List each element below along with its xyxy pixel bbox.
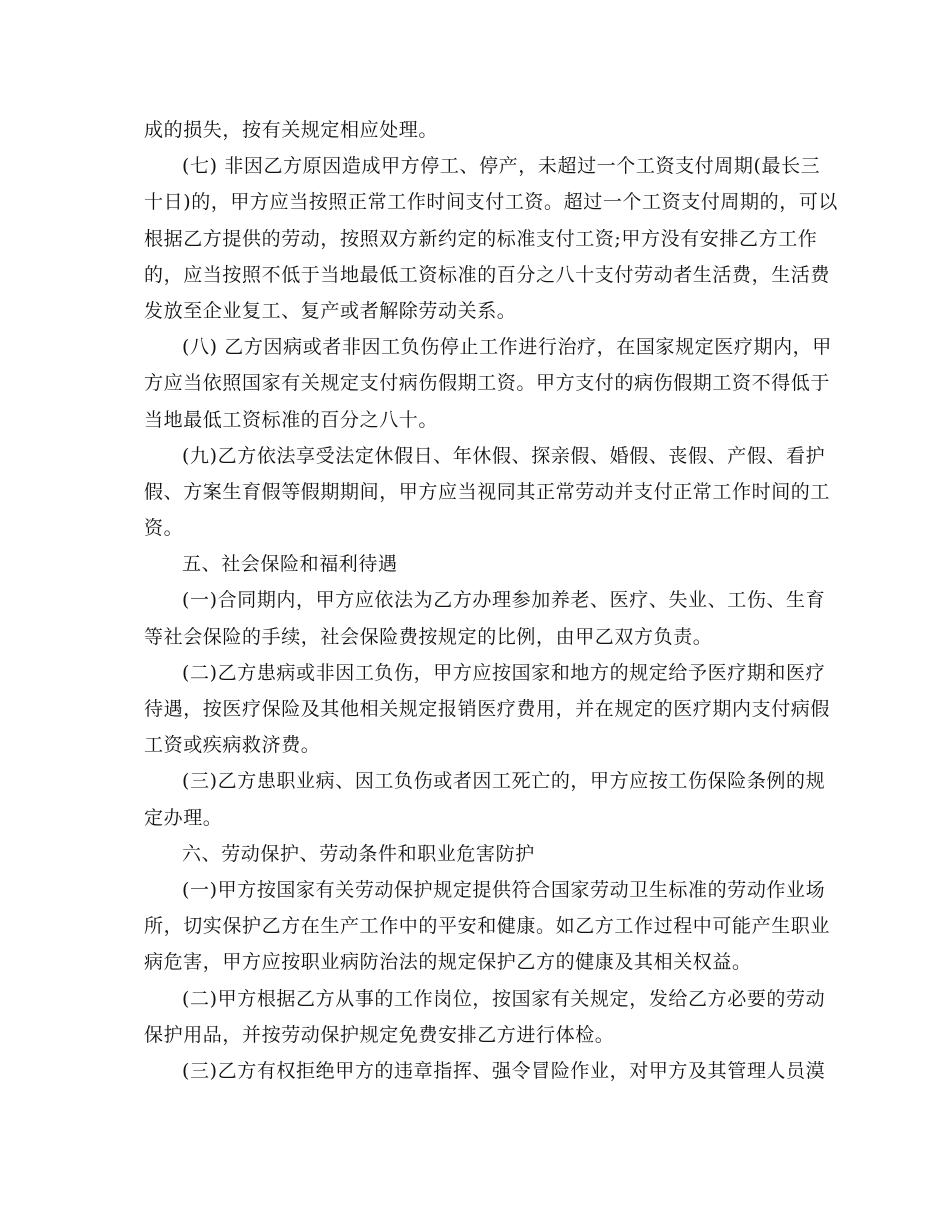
text-line: 等社会保险的手续，社会保险费按规定的比例，由甲乙双方负责。 <box>144 625 713 648</box>
text-line: 定办理。 <box>144 806 223 829</box>
text-line: 所，切实保护乙方在生产工作中的平安和健康。如乙方工作过程中可能产生职业 <box>144 915 831 938</box>
text-line: (九)乙方依法享受法定休假日、年休假、探亲假、婚假、丧假、产假、看护 <box>182 444 826 467</box>
text-line: 根据乙方提供的劳动，按照双方新约定的标准支付工资;甲方没有安排乙方工作 <box>144 227 818 250</box>
section-heading: 六、劳动保护、劳动条件和职业危害防护 <box>182 842 535 865</box>
text-line: 发放至企业复工、复产或者解除劳动关系。 <box>144 299 517 322</box>
text-line: (三)乙方患职业病、因工负伤或者因工死亡的，甲方应按工伤保险条例的规 <box>182 770 826 793</box>
text-line: 资。 <box>144 517 184 540</box>
text-line: 当地最低工资标准的百分之八十。 <box>144 408 439 431</box>
text-line: 保护用品，并按劳动保护规定免费安排乙方进行体检。 <box>144 1023 615 1046</box>
text-line: 十日)的，甲方应当按照正常工作时间支付工资。超过一个工资支付周期的，可以 <box>144 191 839 214</box>
text-line: (八) 乙方因病或者非因工负伤停止工作进行治疗，在国家规定医疗期内，甲 <box>182 336 832 359</box>
text-line: 工资或疾病救济费。 <box>144 734 321 757</box>
text-line: (一)合同期内，甲方应依法为乙方办理参加养老、医疗、失业、工伤、生育 <box>182 589 826 612</box>
document-body <box>144 112 839 1089</box>
text-line: 病危害，甲方应按职业病防治法的规定保护乙方的健康及其相关权益。 <box>144 951 752 974</box>
text-line: (二)乙方患病或非因工负伤，甲方应按国家和地方的规定给予医疗期和医疗 <box>182 661 826 684</box>
text-line: 待遇，按医疗保险及其他相关规定报销医疗费用，并在规定的医疗期内支付病假 <box>144 698 831 720</box>
text-line: (二)甲方根据乙方从事的工作岗位，按国家有关规定，发给乙方必要的劳动 <box>182 987 826 1010</box>
text-line: 方应当依照国家有关规定支付病伤假期工资。甲方支付的病伤假期工资不得低于 <box>144 372 831 395</box>
section-heading: 五、社会保险和福利待遇 <box>182 553 398 576</box>
text-line: (七) 非因乙方原因造成甲方停工、停产，未超过一个工资支付周期(最长三 <box>182 155 821 178</box>
text-line: (三)乙方有权拒绝甲方的违章指挥、强令冒险作业，对甲方及其管理人员漠 <box>182 1059 826 1082</box>
text-line: (一)甲方按国家有关劳动保护规定提供符合国家劳动卫生标准的劳动作业场 <box>182 878 826 901</box>
text-line: 成的损失，按有关规定相应处理。 <box>144 119 439 141</box>
text-line: 的，应当按照不低于当地最低工资标准的百分之八十支付劳动者生活费，生活费 <box>144 263 831 286</box>
text-line: 假、方案生育假等假期期间，甲方应当视同其正常劳动并支付正常工作时间的工 <box>144 480 831 503</box>
